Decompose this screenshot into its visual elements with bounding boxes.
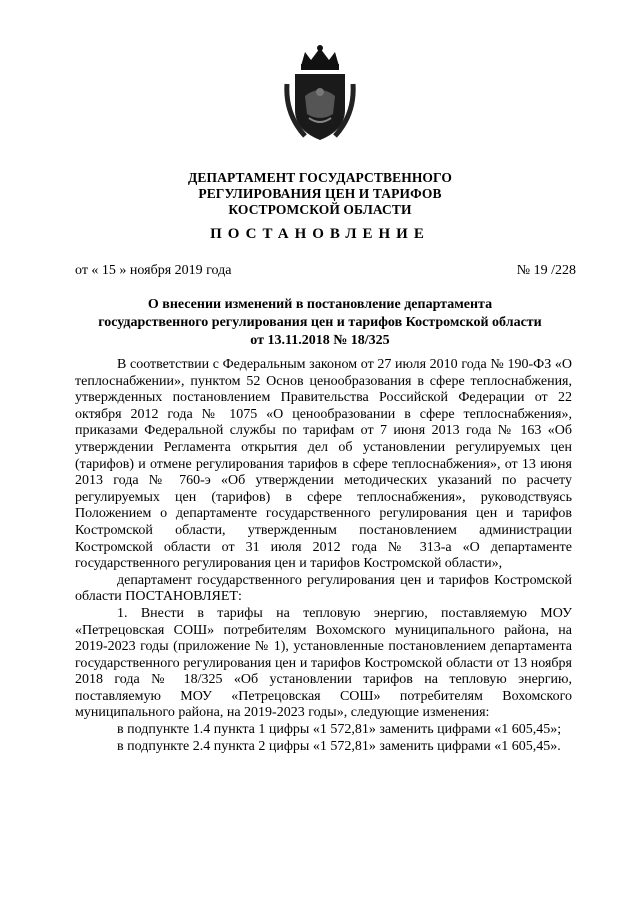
body-paragraph: В соответствии с Федеральным законом от 27 июля 2010 года № 190-ФЗ «О теплоснабжении», пунктом 52 Основ ценообразования в сфере теплоснабжения, утвержденных постановлением Правительства Российской Федерации от 22 октября 2012 года № 1075 «О ценообразовании в сфере теплоснабжения», приказами Федеральной службы по тарифам от 7 июня 2013 года № 163 «Об утверждении Регламента открытия дел об установлении регулируемых цен (тарифов) и отмене регулирования тарифов в сфере теплоснабжения», от 13 июня 2013 года № 760-э «Об утверждении методических указаний по расчету регулируемых цен (тарифов) в сфере теплоснабжения», руководствуясь Положением о департаменте государственного регулирования цен и тарифов Костромской области, утвержденным постановлением администрации Костромской области от 31 июля 2012 года № 313-а «О департаменте государственного регулирования цен и тарифов Костромской области», <box>75 357 572 572</box>
document-type: ПОСТАНОВЛЕНИЕ <box>210 226 430 242</box>
department-line: ДЕПАРТАМЕНТ ГОСУДАРСТВЕННОГО <box>188 170 452 185</box>
department-line: КОСТРОМСКОЙ ОБЛАСТИ <box>228 202 412 217</box>
document-subject <box>70 296 570 350</box>
subject-line: от 13.11.2018 № 18/325 <box>250 333 390 348</box>
body-paragraph: 1. Внести в тарифы на тепловую энергию, поставляемую МОУ «Петрецовская СОШ» потребителям Вохомского муниципального района, на 2019-2023 годы (приложение № 1), установленные постановлением департамента государственного регулирования цен и тарифов Костромской области от 13 ноября 2018 года № 18/325 «Об установлении тарифов на тепловую энергию, поставляемую МОУ «Петрецовская СОШ» потребителям Вохомского муниципального района, на 2019-2023 годы», следующие изменения: <box>75 605 572 721</box>
coat-of-arms-icon <box>283 44 357 146</box>
document-number: № 19 /228 <box>516 263 576 278</box>
document-body <box>75 357 572 755</box>
document-date: от « 15 » ноября 2019 года <box>75 263 232 278</box>
subject-line: О внесении изменений в постановление департамента <box>147 297 493 312</box>
body-paragraph: в подпункте 1.4 пункта 1 цифры «1 572,81» заменить цифрами «1 605,45»; <box>117 722 562 738</box>
department-line: РЕГУЛИРОВАНИЯ ЦЕН И ТАРИФОВ <box>198 186 442 201</box>
department-name <box>120 170 520 218</box>
subject-line: государственного регулирования цен и тарифов Костромской области <box>98 315 542 330</box>
body-paragraph: в подпункте 2.4 пункта 2 цифры «1 572,81» заменить цифрами «1 605,45». <box>117 738 561 754</box>
body-paragraph: департамент государственного регулирования цен и тарифов Костромской области ПОСТАНОВЛЯЕТ: <box>75 572 572 605</box>
